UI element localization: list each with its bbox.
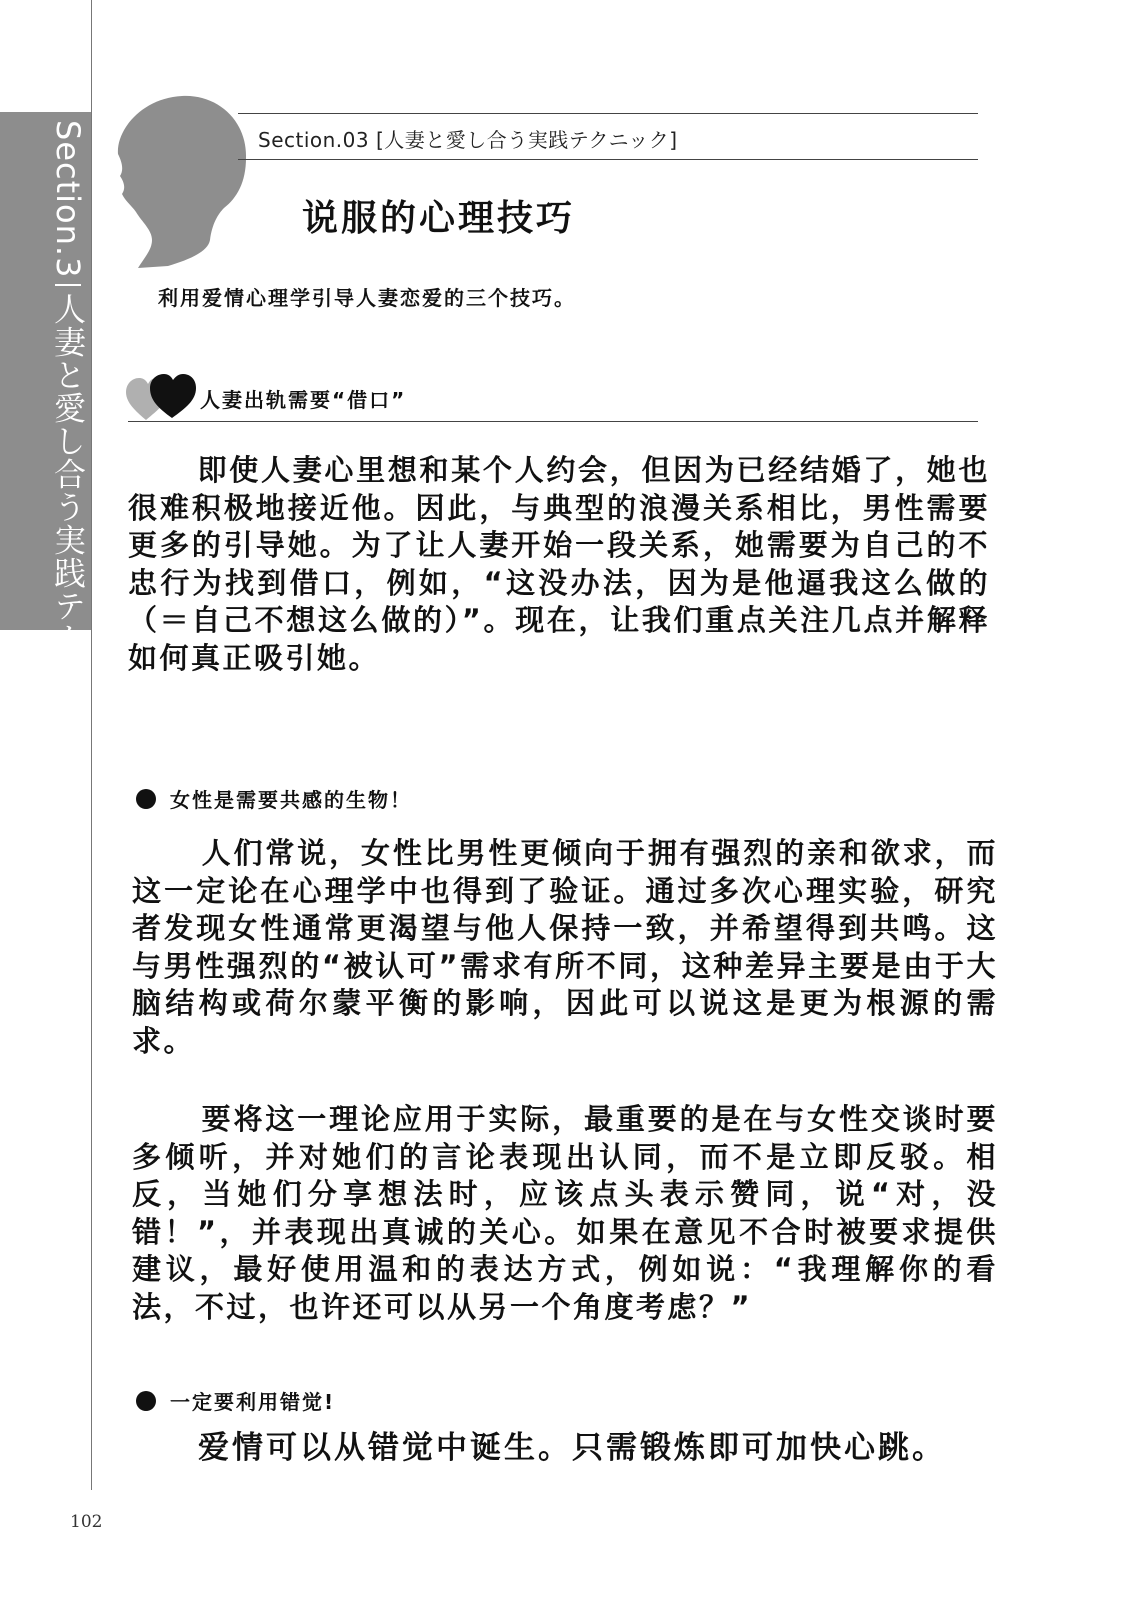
section-label: Section.03 [人妻と愛し合う実践テクニック] [258, 128, 678, 152]
header-rule-bottom [238, 159, 978, 160]
page-number: 102 [70, 1512, 103, 1532]
paragraph-empathy: 人们常说，女性比男性更倾向于拥有强烈的亲和欲求，而这一定论在心理学中也得到了验证。通过多次心理实验，研究者发现女性通常更渴望与他人保持一致，并希望得到共鸣。这与男性强烈的“被认可”需求有所不同，这种差异主要是由于大脑结构或荷尔蒙平衡的影响，因此可以说这是更为根源的需求。 [132, 836, 998, 1058]
bullet-empathy [136, 784, 412, 813]
woman-silhouette-icon [112, 90, 252, 270]
page-subtitle: 利用爱情心理学引导人妻恋爱的三个技巧。 [158, 286, 576, 310]
bullet-dot-icon [136, 789, 156, 809]
double-heart-icon [126, 372, 196, 424]
section-side-label [45, 120, 91, 754]
paragraph-excuse: 即使人妻心里想和某个人约会，但因为已经结婚了，她也很难积极地接近他。因此，与典型的浪漫关系相比，男性需要更多的引导她。为了让人妻开始一段关系，她需要为自己的不忠行为找到借口，例如，“这没办法，因为是他逼我这么做的（＝自己不想这么做的）”。现在，让我们重点关注几点并解释如何真正吸引她。 [128, 453, 990, 675]
margin-line [91, 0, 92, 1490]
sub-heading-rule [128, 421, 978, 422]
closing-line: 爱情可以从错觉中诞生。只需锻炼即可加快心跳。 [198, 1430, 946, 1466]
side-separator [55, 284, 81, 286]
bullet-illusion-label: 一定要利用错觉! [170, 1390, 336, 1414]
side-chapter-title: 人妻と愛し合う実践テクニック [49, 292, 87, 755]
bullet-illusion [136, 1386, 335, 1415]
header-rule-top [238, 113, 978, 114]
bullet-dot-icon [136, 1391, 156, 1411]
side-section-number: Section.3 [49, 120, 87, 279]
sub-heading-excuse: 人妻出轨需要“借口” [200, 388, 407, 412]
page-title: 说服的心理技巧 [302, 198, 576, 239]
bullet-empathy-label: 女性是需要共感的生物！ [170, 788, 412, 812]
paragraph-listening: 要将这一理论应用于实际，最重要的是在与女性交谈时要多倾听，并对她们的言论表现出认同，而不是立即反驳。相反，当她们分享想法时，应该点头表示赞同，说“对，没错！”，并表现出真诚的关心。如果在意见不合时被要求提供建议，最好使用温和的表达方式，例如说：“我理解你的看法，不过，也许还可以从另一个角度考虑？” [132, 1102, 998, 1324]
